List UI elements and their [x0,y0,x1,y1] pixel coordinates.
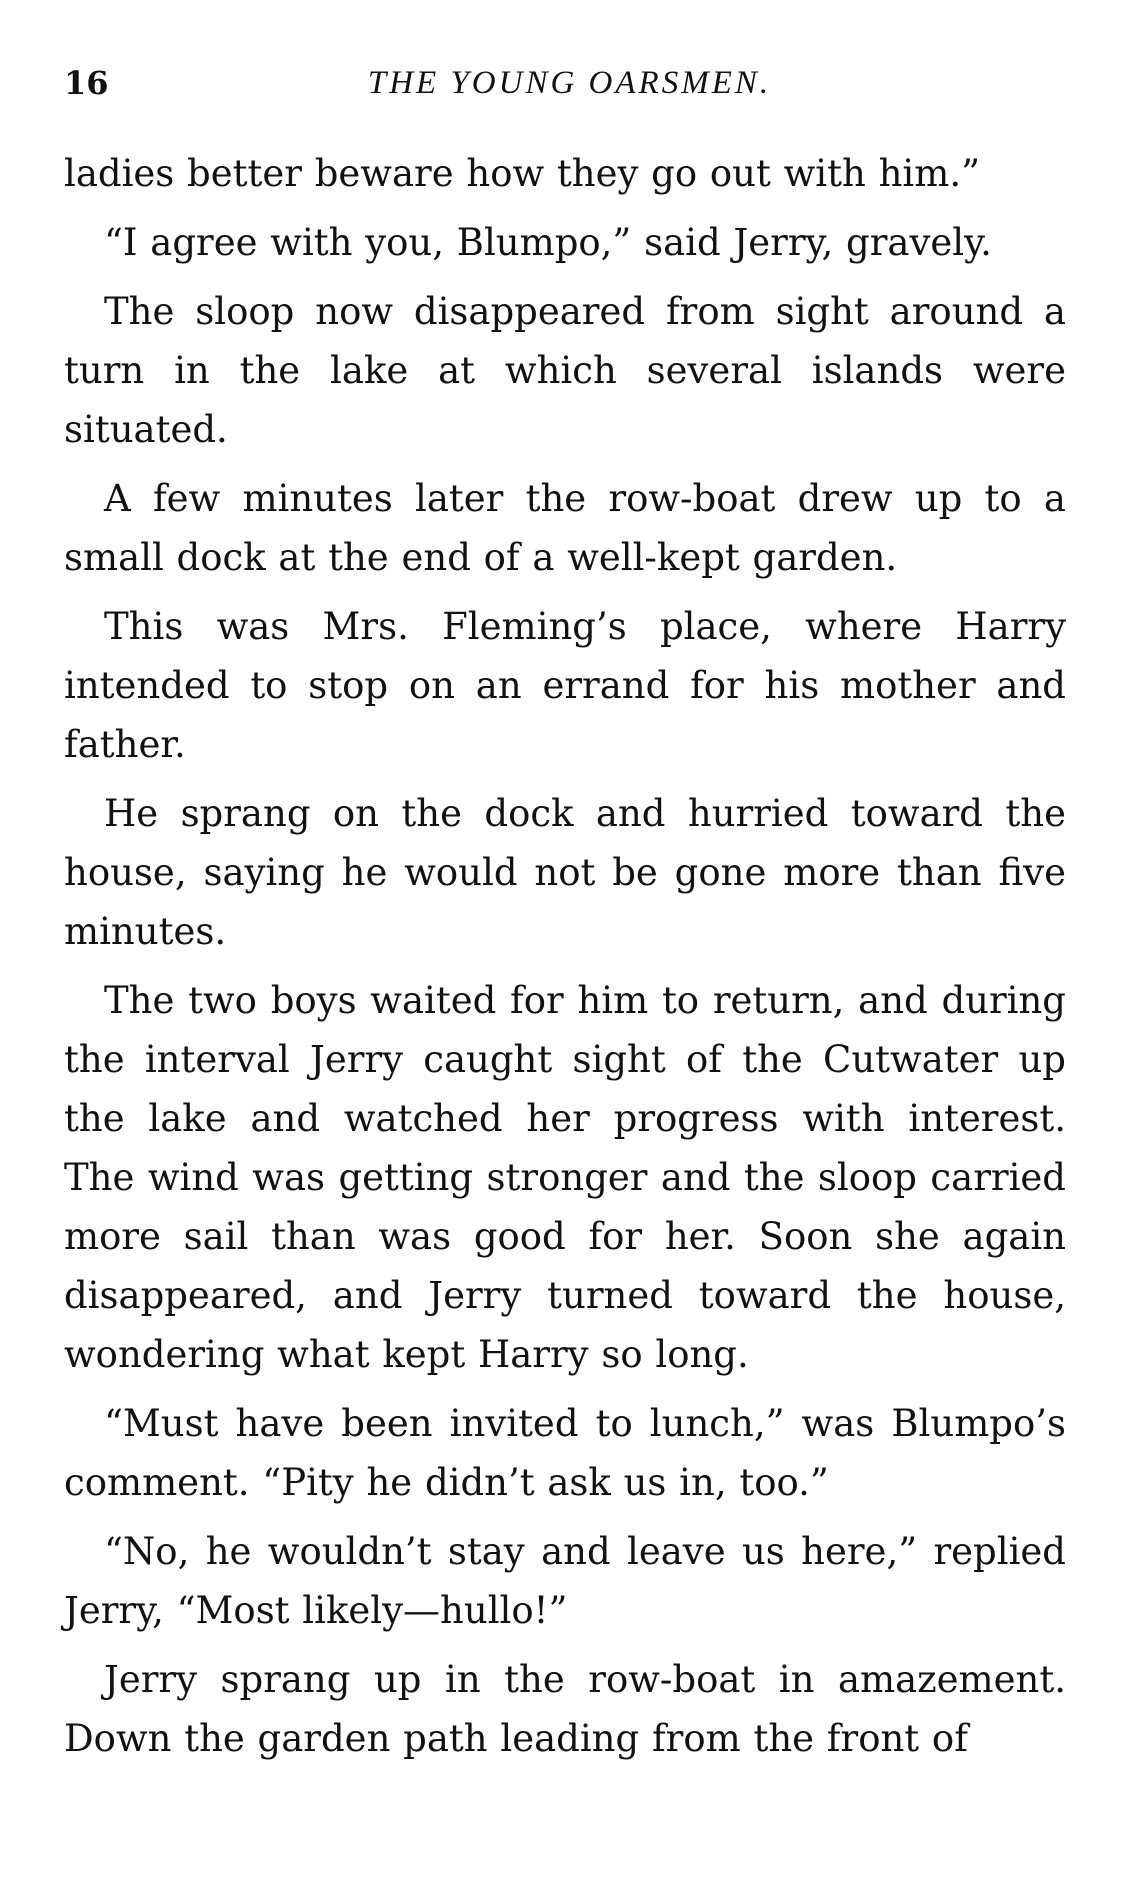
paragraph: He sprang on the dock and hurried toward the house, saying he would not be gone more than five minutes. [64,792,1066,953]
paragraph: The sloop now disappeared from sight around a turn in the lake at which several islands were situated. [64,290,1066,451]
running-title: THE YOUNG OARSMEN. [367,65,772,101]
paragraph: The two boys waited for him to return, and during the interval Jerry caught sight of the Cutwater up the lake and watched her progress with interest. The wind was getting stronger and the sloop carried more sail than was good for her. Soon she again disappeared, and Jerry turned toward the house, wondering what kept Harry so long. [64,979,1066,1376]
paragraph: “I agree with you, Blumpo,” said Jerry, gravely. [104,221,992,264]
paragraph: “No, he wouldn’t stay and leave us here,” replied Jerry, “Most likely—hullo!” [64,1530,1066,1632]
paragraph: This was Mrs. Fleming’s place, where Harry intended to stop on an errand for his mother and father. [64,605,1066,766]
page-number: 16 [64,64,109,102]
paragraph-continued: ladies better beware how they go out with him.” [64,152,981,195]
paragraph: Jerry sprang up in the row-boat in amazement. Down the garden path leading from the front of [64,1658,1066,1760]
paragraph: A few minutes later the row-boat drew up to a small dock at the end of a well-kept garden. [64,477,1066,579]
paragraph: “Must have been invited to lunch,” was Blumpo’s comment. “Pity he didn’t ask us in, too.” [64,1402,1066,1504]
body-text [64,144,1066,1778]
page-header [64,58,1075,108]
